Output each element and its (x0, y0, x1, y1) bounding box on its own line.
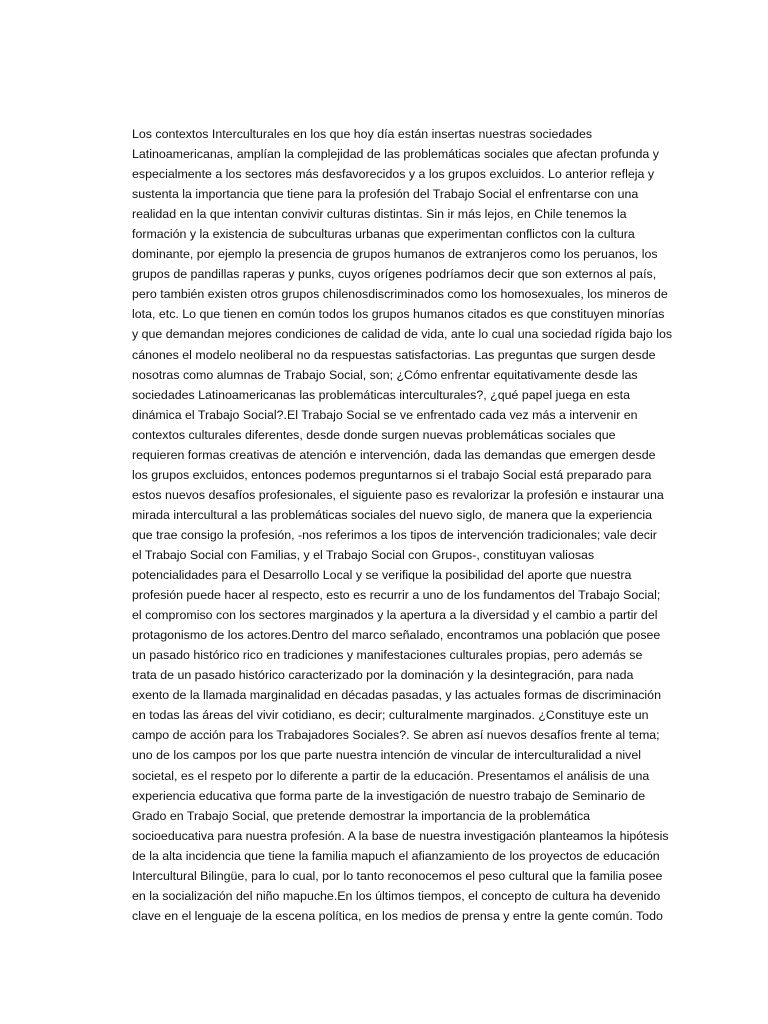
text-line: pero también existen otros grupos chilenosdiscriminados como los homosexuales, los mineros de (132, 287, 668, 302)
text-line: sociedades Latinoamericanas las problemáticas interculturales?, ¿qué papel juega en esta (132, 387, 630, 402)
text-line: nosotras como alumnas de Trabajo Social, son; ¿Cómo enfrentar equitativamente desde las (132, 367, 638, 382)
text-line: Los contextos Interculturales en los que hoy día están insertas nuestras sociedades (132, 127, 593, 141)
text-line: grupos de pandillas raperas y punks, cuyos orígenes podríamos decir que son externos al país, (132, 267, 657, 282)
text-line: formación y la existencia de subculturas urbanas que experimentan conflictos con la cultura (132, 227, 635, 242)
text-line: Intercultural Bilingüe, para lo cual, por lo tanto reconocemos el peso cultural que la familia posee (132, 868, 663, 883)
text-line: de la alta incidencia que tiene la familia mapuch el afianzamiento de los proyectos de educación (132, 848, 660, 863)
text-line: societal, es el respeto por lo diferente a partir de la educación. Presentamos el análisis de una (132, 768, 650, 783)
text-line: dominante, por ejemplo la presencia de grupos humanos de extranjeros como los peruanos, los (132, 247, 658, 262)
text-line: lota, etc. Lo que tienen en común todos los grupos humanos citados es que constituyen minorías (132, 307, 665, 322)
text-line: profesión puede hacer al respecto, esto es recurrir a uno de los fundamentos del Trabajo Social; (132, 588, 661, 603)
text-line: Grado en Trabajo Social, que pretende demostrar la importancia de la problemática (132, 808, 591, 823)
text-line: estos nuevos desafíos profesionales, el siguiente paso es revalorizar la profesión e instaurar una (132, 487, 664, 502)
text-line: especialmente a los sectores más desfavorecidos y a los grupos excluidos. Lo anterior refleja y (132, 167, 655, 182)
text-line: el Trabajo Social con Familias, y el Trabajo Social con Grupos-, constituyan valiosas (132, 547, 595, 562)
text-line: trata de un pasado histórico caracterizado por la dominación y la desintegración, para nada (132, 668, 634, 683)
text-line: cánones el modelo neoliberal no da respuestas satisfactorias. Las preguntas que surgen desde (132, 347, 656, 362)
text-line: dinámica el Trabajo Social?.El Trabajo Social se ve enfrentado cada vez más a intervenir en (132, 407, 638, 422)
text-line: los grupos excluidos, entonces podemos preguntarnos si el trabajo Social está preparado para (132, 467, 652, 482)
text-line: que trae consigo la profesión, -nos referimos a los tipos de intervención tradicionales; vale decir (132, 527, 657, 542)
text-line: realidad en la que intentan convivir culturas distintas. Sin ir más lejos, en Chile tenemos la (132, 207, 627, 222)
text-line: sustenta la importancia que tiene para la profesión del Trabajo Social el enfrentarse con una (132, 187, 639, 202)
text-line: campo de acción para los Trabajadores Sociales?. Se abren así nuevos desafíos frente al tema; (132, 728, 660, 743)
text-line: exento de la llamada marginalidad en décadas pasadas, y las actuales formas de discriminación (132, 688, 661, 703)
text-line: potencialidades para el Desarrollo Local y se verifique la posibilidad del aporte que nuestra (132, 568, 632, 583)
text-line: socioeducativa para nuestra profesión. A la base de nuestra investigación planteamos la hipótesis (132, 828, 669, 843)
text-line: clave en el lenguaje de la escena política, en los medios de prensa y entre la gente común. Todo (132, 908, 663, 923)
text-line: experiencia educativa que forma parte de la investigación de nuestro trabajo de Seminario de (132, 788, 646, 803)
text-line: el compromiso con los sectores marginados y la apertura a la diversidad y el cambio a partir del (132, 608, 658, 623)
text-line: uno de los campos por los que parte nuestra intención de vincular de interculturalidad a nivel (132, 748, 642, 763)
text-line: y que demandan mejores condiciones de calidad de vida, ante lo cual una sociedad rígida bajo los (132, 327, 673, 342)
text-line: contextos culturales diferentes, desde donde surgen nuevas problemáticas sociales que (132, 427, 616, 442)
text-line: mirada intercultural a las problemáticas sociales del nuevo siglo, de manera que la experiencia (132, 507, 653, 522)
text-line: en la socialización del niño mapuche.En los últimos tiempos, el concepto de cultura ha devenido (132, 888, 661, 903)
text-line: protagonismo de los actores.Dentro del marco señalado, encontramos una población que posee (132, 628, 661, 643)
text-line: Latinoamericanas, amplían la complejidad de las problemáticas sociales que afectan profunda y (132, 147, 659, 162)
text-line: requieren formas creativas de atención e intervención, dada las demandas que emergen desde (132, 447, 656, 462)
text-line: un pasado histórico rico en tradiciones y manifestaciones culturales propias, pero además se (132, 648, 643, 663)
body-paragraph (132, 124, 692, 926)
text-line: en todas las áreas del vivir cotidiano, es decir; culturalmente marginados. ¿Constituye este un (132, 708, 649, 723)
